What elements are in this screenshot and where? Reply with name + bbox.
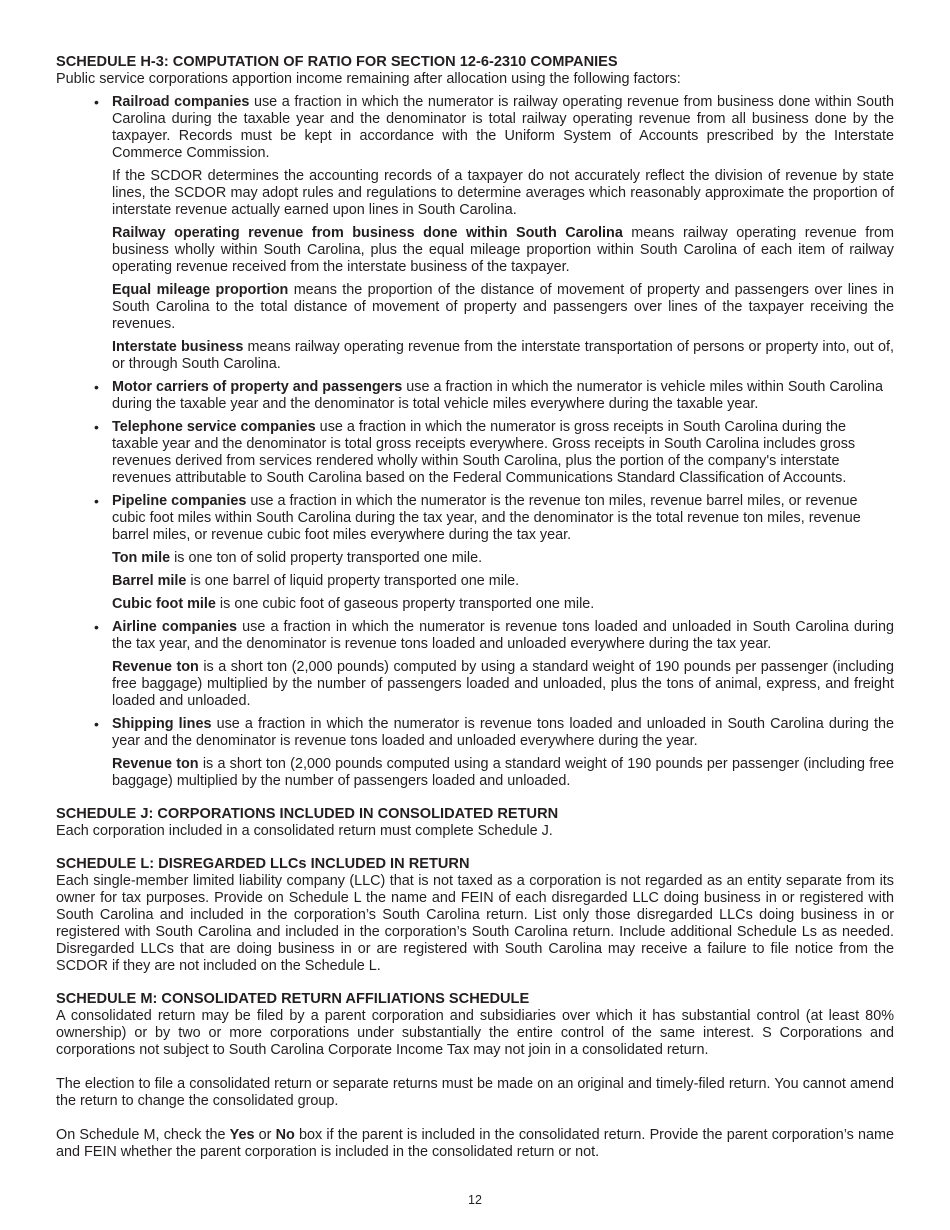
schedule-m-para3	[56, 1127, 894, 1161]
para3-no: No	[275, 1127, 295, 1143]
pipeline-def-barrel-mile	[112, 573, 894, 590]
motor-paragraph	[112, 379, 894, 413]
schedule-l-heading: SCHEDULE L: DISREGARDED LLCs INCLUDED IN RETURN	[56, 856, 470, 872]
para3-part-b: or	[254, 1127, 276, 1143]
railroad-def2-term: Equal mileage proportion	[112, 282, 289, 298]
para3-yes: Yes	[229, 1127, 255, 1143]
page-number: 12	[468, 1193, 482, 1207]
railroad-def1-text: means railway operating revenue from business wholly within South Carolina, plus the equal mileage proportion within South Carolina of each item of railway operating revenue received from the interstate business of the taxpayer.	[112, 225, 894, 275]
cubic-foot-mile-term: Cubic foot mile	[112, 596, 216, 612]
schedule-m-para1: A consolidated return may be filed by a parent corporation and subsidiaries over which it has substantial control (at least 80% ownership) or by two or more corporations under substantially the entire control of the same interest. S Corporations and corporations not subject to South Carolina Corporate Income Tax may not join in a consolidated return.	[56, 1008, 894, 1058]
ton-mile-term: Ton mile	[112, 550, 171, 566]
factor-list	[56, 94, 894, 162]
railroad-scdor-paragraph: If the SCDOR determines the accounting records of a taxpayer do not accurately reflect the division of revenue by state lines, the SCDOR may adopt rules and regulations to determine averages which reasonably approximate the proportion of interstate revenue actually earned upon lines in South Carolina.	[112, 168, 894, 218]
schedule-h3-heading: SCHEDULE H-3: COMPUTATION OF RATIO FOR SECTION 12-6-2310 COMPANIES	[56, 54, 618, 70]
list-item-pipeline	[56, 493, 894, 544]
airline-revenue-ton-text: is a short ton (2,000 pounds) computed by using a standard weight of 190 pounds per passenger (including free baggage) multiplied by the number of passengers loaded and unloaded, plus the tons of animal, express, and freight loaded and unloaded.	[112, 659, 895, 709]
railroad-def3-text: means railway operating revenue from the interstate transportation of persons or property into, out of, or through South Carolina.	[112, 339, 894, 372]
shipping-text: use a fraction in which the numerator is revenue tons loaded and unloaded in South Carolina during the year and the denominator is revenue tons loaded and unloaded everywhere during the year.	[112, 716, 894, 749]
barrel-mile-term: Barrel mile	[112, 573, 187, 589]
shipping-revenue-ton-text: is a short ton (2,000 pounds computed using a standard weight of 190 pounds per passenger (including free baggage) multiplied by the number of passengers loaded and unloaded.	[112, 756, 894, 789]
railroad-def1-term: Railway operating revenue from business done within South Carolina	[112, 225, 623, 241]
schedule-j-section	[56, 806, 894, 840]
pipeline-term: Pipeline companies	[112, 493, 247, 509]
railroad-term: Railroad companies	[112, 94, 250, 110]
airline-text: use a fraction in which the numerator is revenue tons loaded and unloaded in South Carolina during the tax year, and the denominator is revenue tons loaded and unloaded everywhere during the tax year.	[112, 619, 894, 652]
schedule-j-heading: SCHEDULE J: CORPORATIONS INCLUDED IN CONSOLIDATED RETURN	[56, 806, 559, 822]
telephone-term: Telephone service companies	[112, 419, 316, 435]
para3-part-a: On Schedule M, check the	[56, 1127, 230, 1143]
railroad-text: use a fraction in which the numerator is railway operating revenue from business done within South Carolina during the taxable year and the denominator is total railway operating revenue from all business done by the taxpayer. Records must be kept in accordance with the Uniform System of Accounts prescribed by the Interstate Commerce Commission.	[112, 94, 894, 161]
railroad-def-equal-mileage	[112, 282, 894, 333]
list-item-shipping	[56, 716, 894, 750]
motor-text: use a fraction in which the numerator is vehicle miles within South Carolina during the taxable year and the denominator is total vehicle miles everywhere during the taxable year.	[112, 379, 884, 412]
telephone-text: use a fraction in which the numerator is gross receipts in South Carolina during the taxable year and the denominator is total gross receipts everywhere. Gross receipts in South Carolina includes gross revenues derived from services rendered wholly within South Carolina, plus the portion of the company's interstate revenues attributable to South Carolina based on the Federal Communications Standard Classification of Accounts.	[112, 419, 856, 486]
schedule-m-para2: The election to file a consolidated return or separate returns must be made on an original and timely-filed return. You cannot amend the return to change the consolidated group.	[56, 1076, 894, 1109]
railroad-def-operating-revenue	[112, 225, 894, 276]
list-item-motor-carriers	[56, 379, 894, 413]
para3-part-c: box if the parent is included in the consolidated return. Provide the parent corporation’s name and FEIN whether the parent corporation is included in the consolidated return or not.	[56, 1127, 895, 1160]
schedule-j-text: Each corporation included in a consolidated return must complete Schedule J.	[56, 823, 553, 839]
factor-list-shipping	[56, 716, 894, 750]
factor-list-final	[56, 619, 894, 653]
document-page	[56, 54, 894, 1161]
airline-def-revenue-ton	[112, 659, 894, 710]
schedule-m-heading: SCHEDULE M: CONSOLIDATED RETURN AFFILIATIONS SCHEDULE	[56, 991, 530, 1007]
shipping-def-revenue-ton	[112, 756, 894, 790]
airline-paragraph	[112, 619, 894, 653]
shipping-revenue-ton-term: Revenue ton	[112, 756, 199, 772]
barrel-mile-text: is one barrel of liquid property transported one mile.	[186, 573, 520, 589]
schedule-h3-intro: Public service corporations apportion income remaining after allocation using the following factors:	[56, 71, 681, 87]
pipeline-text: use a fraction in which the numerator is the revenue ton miles, revenue barrel miles, or revenue cubic foot miles within South Carolina during the tax year, and the denominator is the total revenue ton miles, revenue barrel miles, or revenue cubic foot miles everywhere during the tax year.	[112, 493, 861, 543]
shipping-term: Shipping lines	[112, 716, 212, 732]
motor-term: Motor carriers of property and passengers	[112, 379, 403, 395]
list-item-railroad	[56, 94, 894, 162]
airline-term: Airline companies	[112, 619, 238, 635]
schedule-l-section	[56, 856, 894, 975]
factor-list-continued	[56, 379, 894, 544]
airline-revenue-ton-term: Revenue ton	[112, 659, 199, 675]
railroad-paragraph	[112, 94, 894, 162]
railroad-def-interstate	[112, 339, 894, 373]
shipping-paragraph	[112, 716, 894, 750]
list-item-airline	[56, 619, 894, 653]
schedule-m-section	[56, 991, 894, 1161]
pipeline-def-cubic-foot-mile	[112, 596, 894, 613]
schedule-l-text: Each single-member limited liability company (LLC) that is not taxed as a corporation is not regarded as an entity separate from its owner for tax purposes. Provide on Schedule L the name and FEIN of each disregarded LLC doing business in or registered with South Carolina and included in the corporation’s South Carolina return. List only those disregarded LLCs doing business in or registered with South Carolina and included in the corporation’s South Carolina return. Include additional Schedule Ls as needed. Disregarded LLCs that are doing business in or are registered with South Carolina may receive a failure to file notice from the SCDOR if they are not included on the Schedule L.	[56, 873, 894, 974]
list-item-telephone	[56, 419, 894, 487]
cubic-foot-mile-text: is one cubic foot of gaseous property transported one mile.	[215, 596, 595, 612]
telephone-paragraph	[112, 419, 894, 487]
pipeline-def-ton-mile	[112, 550, 894, 567]
pipeline-paragraph	[112, 493, 894, 544]
ton-mile-text: is one ton of solid property transported one mile.	[170, 550, 483, 566]
railroad-def2-text: means the proportion of the distance of movement of property and passengers over lines in South Carolina to the total distance of movement of property and passengers over lines of the taxpayer receiving the revenues.	[112, 282, 894, 332]
railroad-def3-term: Interstate business	[112, 339, 244, 355]
